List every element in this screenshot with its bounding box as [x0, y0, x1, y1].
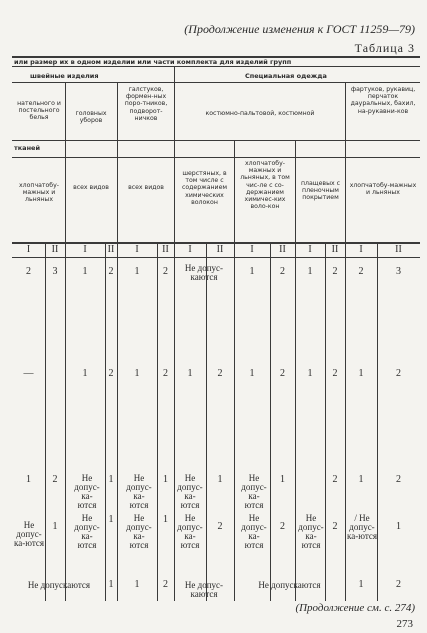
r4-c5: 1 [163, 514, 168, 525]
r4-c4: Не допус-ка-ются [126, 513, 152, 550]
r2-c2: 2 [108, 368, 114, 379]
r2-c7: 1 [249, 368, 255, 379]
r5-c1: 1 [108, 579, 114, 590]
vrule [174, 66, 175, 601]
r4-c0: Не допус-ка-ются [14, 520, 45, 548]
ab-header: II [216, 244, 224, 255]
r5-c7: 2 [396, 579, 401, 590]
r2-c9: 1 [307, 368, 313, 379]
r1-c10: 2 [332, 266, 338, 277]
r3-c4: Не допус-ка-ются [126, 473, 152, 510]
r1-c0: 2 [26, 266, 31, 277]
r2-c12: 2 [396, 368, 401, 379]
vrule-split [157, 242, 158, 601]
ab-header: I [250, 244, 254, 255]
r1-c5: 2 [163, 266, 168, 277]
vrule-split [45, 242, 46, 601]
vrule [117, 82, 118, 601]
r3-c0: 1 [26, 474, 31, 485]
group-special: Специальная одежда [245, 72, 327, 80]
vrule-split [377, 242, 378, 601]
r1-c11: 2 [358, 266, 364, 277]
r3-c9: 1 [280, 474, 285, 485]
r4-c6: Не допус-ка-ются [177, 513, 203, 550]
ab-header: II [51, 244, 59, 255]
ab-header: I [359, 244, 363, 255]
r2-c3: 1 [134, 368, 140, 379]
r3-c8: Не допус-ка-ются [241, 473, 267, 510]
r5-c4: Не допус-каются [184, 580, 224, 599]
r3-c2: Не допус-ка-ются [74, 473, 100, 510]
ab-header: II [331, 244, 339, 255]
label-fabrics: тканей [14, 144, 41, 152]
r2-c6: 2 [217, 368, 223, 379]
rule-groups [12, 82, 420, 83]
r2-c11: 1 [358, 368, 364, 379]
col-hats: головных уборов [75, 110, 107, 125]
ab-header: I [188, 244, 192, 255]
sub-all-2: всех видов [128, 184, 164, 191]
r3-c1: 2 [52, 474, 58, 485]
sub-all-1: всех видов [73, 184, 109, 191]
r1-c2: 1 [82, 266, 88, 277]
r4-c1: 1 [52, 521, 58, 532]
r2-c4: 2 [163, 368, 168, 379]
r3-c11: 1 [358, 474, 364, 485]
r1-c4: 1 [134, 266, 140, 277]
col-ties: галстуков, формен-ных поро-тников, подворот-ничков [124, 86, 168, 122]
r4-c12: / Не допус-ка-ются [347, 513, 378, 541]
col-linen: нательного и постельного белья [17, 100, 61, 122]
continuation-footer: (Продолжение см. с. 274) [295, 602, 415, 614]
r4-c11: 2 [332, 521, 338, 532]
r2-c0: — [23, 368, 34, 379]
r5-c3: 2 [163, 579, 168, 590]
r3-c12: 2 [396, 474, 401, 485]
r4-c8: Не допус-ка-ются [241, 513, 267, 550]
r1-c6: Не допус-каются [184, 263, 224, 282]
r1-c7: 1 [249, 266, 255, 277]
r3-c3: 1 [108, 474, 114, 485]
vrule-split [105, 242, 106, 601]
col-aprons: фартуков, рукавиц, перчаток дауральных, бахил, на-рукавни-ков [350, 86, 416, 115]
r3-c5: 1 [163, 474, 168, 485]
r2-c5: 1 [187, 368, 193, 379]
col-coats: костюмно-пальтовой, костюмной [205, 110, 315, 117]
r1-c1: 3 [52, 266, 58, 277]
r3-c6: Не допус-ка-ются [177, 473, 203, 510]
vrule [345, 82, 346, 601]
sub-cotton-2: хлопчатобу-мажных и льняных [349, 182, 417, 197]
r2-c1: 1 [82, 368, 88, 379]
ab-header: II [162, 244, 169, 255]
sub-cloak: плащевых с пленочным покрытием [301, 180, 340, 202]
r1-c3: 2 [108, 266, 114, 277]
ab-header: I [135, 244, 139, 255]
ab-header: I [26, 244, 31, 255]
ab-header: II [107, 244, 115, 255]
r4-c9: 2 [280, 521, 285, 532]
vrule-split [270, 242, 271, 601]
ab-header: II [279, 244, 286, 255]
ab-header: I [83, 244, 87, 255]
ab-header: II [395, 244, 402, 255]
r2-c8: 2 [280, 368, 285, 379]
sub-cotton: хлопчатобу-мажных и льняных [19, 182, 59, 204]
r2-c10: 2 [332, 368, 338, 379]
top-caption: или размер их в одном изделии или части комплекта для изделий групп [14, 58, 292, 66]
ab-header: I [308, 244, 312, 255]
sub-wool: шерстяных, в том числе с содержанием химических волокон [181, 170, 228, 206]
vrule [65, 82, 66, 601]
r1-c9: 1 [307, 266, 313, 277]
r1-c8: 2 [280, 266, 285, 277]
r3-c7: 1 [217, 474, 223, 485]
page-number: 273 [396, 618, 413, 630]
r1-c12: 3 [396, 266, 401, 277]
table-label: Таблица 3 [354, 41, 415, 55]
r4-c3: 1 [108, 514, 114, 525]
rule-caption [12, 66, 420, 67]
vrule-split [206, 242, 207, 601]
sub-cotton-chem: хлопчатобу-мажных и льняных, в том чис-ле с со-держанием химичес-ких воло-кон [240, 160, 290, 211]
continuation-header: (Продолжение изменения к ГОСТ 11259—79) [184, 22, 415, 36]
r4-c7: 2 [217, 521, 223, 532]
rule-ab-bottom [12, 257, 420, 258]
r4-c10: Не допус-ка-ются [298, 513, 324, 550]
r5-c6: 1 [358, 579, 364, 590]
r4-c2: Не допус-ка-ются [74, 513, 100, 550]
r3-c10: 2 [332, 474, 338, 485]
group-sewn: швейные изделия [30, 72, 99, 80]
r5-c0: Не допускаются [27, 580, 91, 590]
vrule-split [325, 242, 326, 601]
r4-c13: 1 [396, 521, 401, 532]
rule-sub [12, 157, 420, 158]
r5-c2: 1 [134, 579, 140, 590]
rule-fabrics [12, 140, 420, 141]
r5-c5: Не допускаются [258, 580, 321, 590]
